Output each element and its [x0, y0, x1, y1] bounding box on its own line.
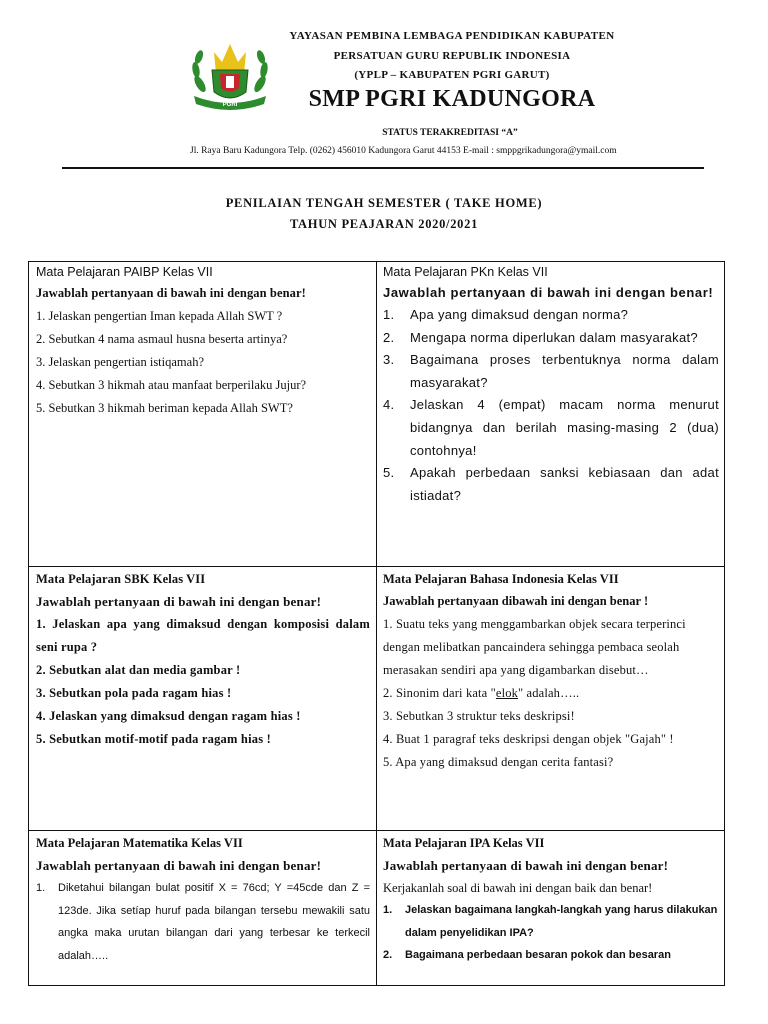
question-text: Apakah perbedaan sanksi kebiasaan dan adat istiadat?	[410, 465, 719, 503]
question-number: 2.	[383, 949, 393, 961]
question-number: 5.	[383, 465, 395, 481]
question-text: 2. Sinonim dari kata "	[383, 686, 496, 700]
question: 4. Sebutkan 3 hikmah atau manfaat berperilaku Jujur?	[36, 378, 307, 392]
school-name: SMP PGRI KADUNGORA	[308, 86, 596, 112]
letterhead-divider	[62, 167, 704, 169]
question: 3. Sebutkan 3 struktur teks deskripsi!	[383, 709, 575, 723]
question	[383, 327, 719, 350]
question	[383, 462, 719, 507]
logo-text: PGRI	[222, 102, 238, 108]
instruction: Jawablah pertanyaan di bawah ini dengan benar!	[36, 858, 322, 873]
question: 2. Sebutkan 4 nama asmaul husna beserta artinya?	[36, 332, 288, 346]
pgri-logo	[186, 40, 274, 112]
academic-year: TAHUN PEAJARAN 2020/2021	[289, 217, 479, 231]
subject-title: Mata Pelajaran IPA Kelas VII	[383, 836, 545, 850]
question	[383, 682, 719, 705]
subject-title: Mata Pelajaran PAIBP Kelas VII	[36, 265, 213, 279]
question	[383, 349, 719, 394]
question-number: 1.	[36, 882, 46, 894]
school-address: Jl. Raya Baru Kadungora Telp. (0262) 456010 Kadungora Garut 44153 E-mail : smppgrikadungora@ymail.com	[190, 146, 617, 156]
question-number: 3.	[383, 352, 395, 368]
question	[36, 877, 370, 967]
question: 1. Suatu teks yang menggambarkan objek secara terperinci dengan melibatkan pancaindera sehingga pembaca seolah merasakan sendiri apa yang digambarkan disebut…	[383, 617, 686, 677]
question-number: 2.	[383, 329, 395, 345]
table-column-divider	[376, 262, 377, 986]
question	[383, 944, 719, 967]
question	[383, 394, 719, 462]
question-text: Diketahui bilangan bulat positif X = 76cd; Y =45cde dan Z = 123de. Jika setíap huruf pada bilangan tersebu mewakili satu angka maka urutan bilangan dari yang terbesar ke terkecil adalah…..	[58, 882, 370, 962]
table-row-divider	[28, 830, 725, 831]
question-text: Bagaimana proses terbentuknya norma dalam masyarakat?	[410, 352, 719, 390]
subject-title: Mata Pelajaran Bahasa Indonesia Kelas VII	[383, 572, 619, 586]
question	[383, 304, 719, 327]
table-row-divider	[28, 566, 725, 567]
question: 2. Sebutkan alat dan media gambar !	[36, 663, 241, 677]
association-name: PERSATUAN GURU REPUBLIK INDONESIA	[333, 50, 571, 62]
exam-title: PENILAIAN TENGAH SEMESTER ( TAKE HOME)	[225, 196, 543, 210]
instruction: Jawablah pertanyaan di bawah ini dengan benar!	[36, 286, 306, 300]
question-text: " adalah…..	[518, 686, 580, 700]
question: 1. Jelaskan pengertian Iman kepada Allah SWT ?	[36, 309, 283, 323]
question: 3. Sebutkan pola pada ragam hias !	[36, 686, 232, 700]
question-number: 1.	[383, 307, 395, 322]
foundation-name: YAYASAN PEMBINA LEMBAGA PENDIDIKAN KABUPATEN	[289, 30, 615, 42]
ipa-cell	[383, 832, 719, 984]
bahasa-indonesia-cell	[383, 568, 719, 826]
subject-title: Mata Pelajaran PKn Kelas VII	[383, 265, 548, 279]
question-number: 1.	[383, 904, 393, 916]
instruction: Jawablah pertanyaan di bawah ini dengan benar!	[383, 858, 669, 873]
question: 4. Jelaskan yang dimaksud dengan ragam hias !	[36, 709, 301, 723]
instruction: Jawablah pertanyaan dibawah ini dengan benar !	[383, 594, 649, 608]
underlined-word: elok	[495, 686, 519, 700]
pkn-cell	[383, 262, 719, 562]
question-number: 4.	[383, 397, 395, 413]
question: 5. Sebutkan motif-motif pada ragam hias !	[36, 732, 271, 746]
subject-title: Mata Pelajaran Matematika Kelas VII	[36, 836, 243, 850]
instruction: Jawablah pertanyaan di bawah ini dengan benar!	[36, 594, 322, 609]
subject-title: Mata Pelajaran SBK Kelas VII	[36, 572, 206, 586]
question	[383, 899, 719, 944]
question-text: Mengapa norma diperlukan dalam masyarakat?	[410, 329, 698, 345]
sbk-cell	[36, 568, 370, 826]
question-text: Jelaskan 4 (empat) macam norma menurut bidangnya dan berilah masing-masing 2 (dua) contohnya!	[410, 397, 719, 458]
question: 3. Jelaskan pengertian istiqamah?	[36, 355, 204, 369]
question: 1. Jelaskan apa yang dimaksud dengan komposisi dalam seni rupa ?	[36, 617, 370, 654]
question-text: Bagaimana perbedaan besaran pokok dan besaran	[405, 949, 671, 961]
question: 5. Sebutkan 3 hikmah beriman kepada Allah SWT?	[36, 401, 293, 415]
question-text: Apa yang dimaksud dengan norma?	[410, 307, 629, 322]
question: 4. Buat 1 paragraf teks deskripsi dengan objek "Gajah" !	[383, 732, 674, 746]
accreditation-status: STATUS TERAKREDITASI “A”	[382, 128, 518, 138]
question-text: Jelaskan bagaimana langkah-langkah yang harus dilakukan dalam penyelidikan IPA?	[405, 904, 718, 939]
paibp-cell	[36, 262, 370, 562]
yplp-name: (YPLP – KABUPATEN PGRI GARUT)	[354, 69, 550, 81]
instruction-note: Kerjakanlah soal di bawah ini dengan baik dan benar!	[383, 881, 653, 895]
question: 5. Apa yang dimaksud dengan cerita fantasi?	[383, 755, 614, 769]
instruction: Jawablah pertanyaan di bawah ini dengan benar!	[383, 285, 714, 300]
matematika-cell	[36, 832, 370, 984]
